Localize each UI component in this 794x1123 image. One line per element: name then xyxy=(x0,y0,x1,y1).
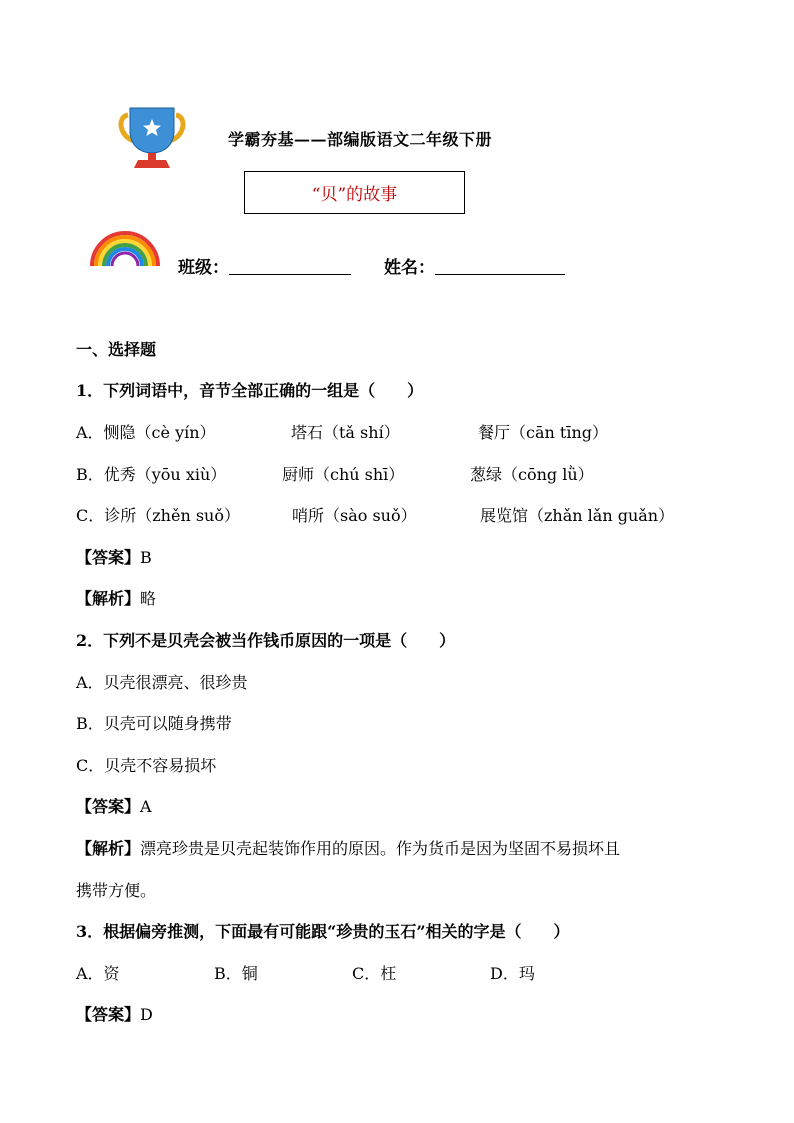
rainbow-icon xyxy=(88,226,162,268)
question-1-options-row-c xyxy=(76,503,756,525)
name-field xyxy=(384,253,565,278)
subtitle: “贝”的故事 xyxy=(311,185,398,205)
class-label: 班级： xyxy=(178,258,229,278)
question-1-analysis xyxy=(76,586,156,609)
option-d: D．玛 xyxy=(490,964,535,983)
question-3-options xyxy=(76,961,676,983)
question-2-analysis-line-2: 携带方便。 xyxy=(76,881,157,900)
trophy-icon xyxy=(118,105,186,171)
option-b-2: 厨师（chú shī） xyxy=(282,465,405,484)
question-2-option-c: C．贝壳不容易损坏 xyxy=(76,756,217,775)
answer-value: B xyxy=(140,548,152,567)
name-blank[interactable] xyxy=(435,257,565,275)
question-1-options-row-b xyxy=(76,462,756,484)
question-2-answer xyxy=(76,794,152,817)
option-c-1: C．诊所（zhěn suǒ） xyxy=(76,506,240,525)
question-2-stem: 2．下列不是贝壳会被当作钱币原因的一项是（ ） xyxy=(76,631,456,650)
option-a-3: 餐厅（cān tīng） xyxy=(478,423,608,442)
subtitle-box xyxy=(244,171,465,214)
question-1-options-row-a xyxy=(76,420,756,442)
analysis-text: 略 xyxy=(140,589,157,608)
question-2-analysis xyxy=(76,836,620,859)
option-c-2: 哨所（sào suǒ） xyxy=(292,506,417,525)
analysis-label: 【解析】 xyxy=(76,589,141,608)
option-c: C．枉 xyxy=(352,964,397,983)
answer-label: 【答案】 xyxy=(76,797,141,816)
question-2-option-b: B．贝壳可以随身携带 xyxy=(76,714,232,733)
option-b-3: 葱绿（cōng lǜ） xyxy=(470,465,594,484)
analysis-text-line-1: 漂亮珍贵是贝壳起装饰作用的原因。作为货币是因为坚固不易损坏且 xyxy=(140,839,621,858)
name-label: 姓名： xyxy=(384,258,435,278)
analysis-label: 【解析】 xyxy=(76,839,141,858)
question-1-stem: 1．下列词语中，音节全部正确的一组是（ ） xyxy=(76,381,424,400)
answer-value: A xyxy=(140,797,152,816)
question-1-answer xyxy=(76,545,152,568)
class-blank[interactable] xyxy=(229,257,351,275)
answer-value: D xyxy=(140,1005,153,1024)
option-b: B．铜 xyxy=(214,964,258,983)
document-title: 学霸夯基——部编版语文二年级下册 xyxy=(228,130,493,149)
option-b-1: B．优秀（yōu xiù） xyxy=(76,465,227,484)
option-a-2: 塔石（tǎ shí） xyxy=(291,423,400,442)
option-a-1: A．恻隐（cè yín） xyxy=(76,423,216,442)
answer-label: 【答案】 xyxy=(76,548,141,567)
section-heading: 一、选择题 xyxy=(76,340,157,359)
question-3-stem: 3．根据偏旁推测，下面最有可能跟“珍贵的玉石”相关的字是（ ） xyxy=(76,922,570,941)
option-c-3: 展览馆（zhǎn lǎn guǎn） xyxy=(480,506,675,525)
question-3-answer xyxy=(76,1002,153,1025)
question-2-option-a: A．贝壳很漂亮、很珍贵 xyxy=(76,673,248,692)
class-field xyxy=(178,253,351,278)
answer-label: 【答案】 xyxy=(76,1005,141,1024)
option-a: A．资 xyxy=(76,964,120,983)
